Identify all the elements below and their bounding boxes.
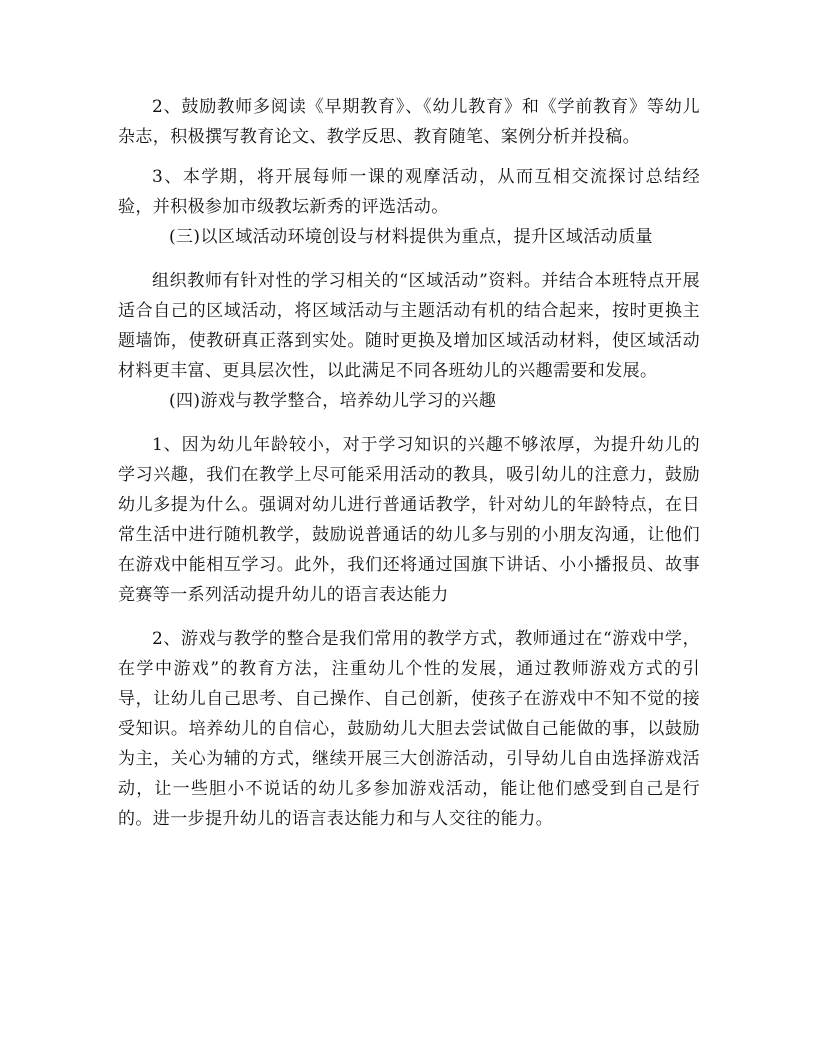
- section-heading-3: (三)以区域活动环境创设与材料提供为重点，提升区域活动质量: [169, 227, 653, 247]
- paragraph-observation-activity: 3、本学期，将开展每师一课的观摩活动，从而互相交流探讨总结经验，并积极参加市级教坛新秀的评选活动。: [118, 167, 700, 217]
- paragraph-game-teaching: 2、游戏与教学的整合是我们常用的教学方式，教师通过在“游戏中学，在学中游戏”的教育方法，注重幼儿个性的发展，通过教师游戏方式的引导，让幼儿自己思考、自己操作、自己创新，使孩子在游戏中不知不觉的接受知识。培养幼儿的自信心，鼓励幼儿大胆去尝试做自己能做的事，以鼓励为主，关心为辅的方式，继续开展三大创游活动，引导幼儿自由选择游戏活动，让一些胆小不说话的幼儿多参加游戏活动，能让他们感受到自己是行的。进一步提升幼儿的语言表达能力和与人交往的能力。: [118, 629, 700, 829]
- paragraph-area-activity: 组织教师有针对性的学习相关的“区域活动”资料。并结合本班特点开展适合自己的区域活动，将区域活动与主题活动有机的结合起来，按时更换主题墙饰，使教研真正落到实处。随时更换及增加区域活动材料，使区域活动材料更丰富、更具层次性，以此满足不同各班幼儿的兴趣需要和发展。: [118, 271, 700, 381]
- paragraph-encourage-reading: 2、鼓励教师多阅读《早期教育》、《幼儿教育》和《学前教育》等幼儿杂志，积极撰写教育论文、教学反思、教育随笔、案例分析并投稿。: [118, 97, 700, 147]
- paragraph-learning-interest: 1、因为幼儿年龄较小，对于学习知识的兴趣不够浓厚，为提升幼儿的学习兴趣，我们在教学上尽可能采用活动的教具，吸引幼儿的注意力，鼓励幼儿多提为什么。强调对幼儿进行普通话教学，针对幼儿的年龄特点，在日常生活中进行随机教学，鼓励说普通话的幼儿多与别的小朋友沟通，让他们在游戏中能相互学习。此外，我们还将通过国旗下讲话、小小播报员、故事竞赛等一系列活动提升幼儿的语言表达能力: [118, 435, 700, 605]
- document-page: [118, 92, 700, 834]
- section-heading-4: (四)游戏与教学整合，培养幼儿学习的兴趣: [169, 391, 497, 411]
